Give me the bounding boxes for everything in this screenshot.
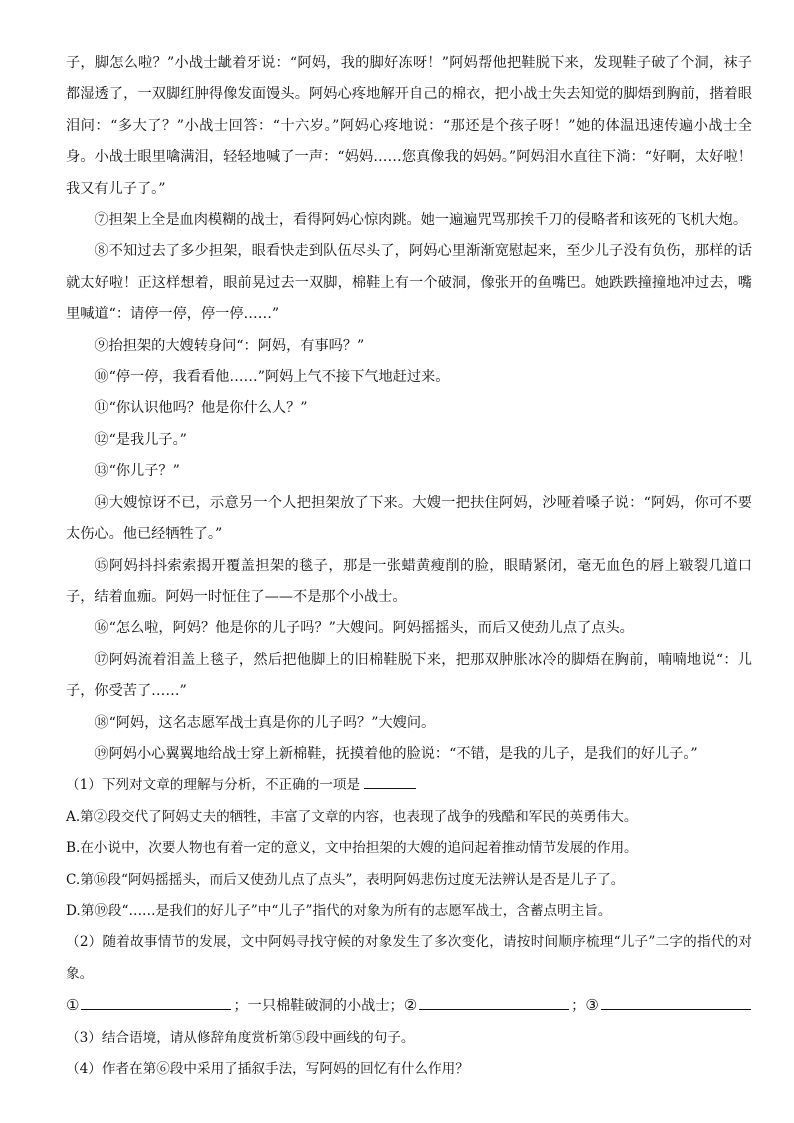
paragraph-6-continued: 子，脚怎么啦？”小战士龇着牙说：“阿妈，我的脚好冻呀！”阿妈帮他把鞋脱下来，发现鞋子破了个洞，袜子都湿透了，一双脚红肿得像发面馒头。阿妈心疼地解开自己的棉衣，把小战士失去知觉的脚焐到胸前，揩着眼泪问：“多大了？”小战士回答：“十六岁。”阿妈心疼地说：“那还是个孩子呀！”她的体温迅速传遍小战士全身。小战士眼里噙满泪，轻轻地喊了一声：“妈妈……您真像我的妈妈。”阿妈泪水直往下淌：“好啊，太好啦！我又有儿子了。” bbox=[66, 55, 752, 197]
paragraph-16: ⑯“怎么啦，阿妈？他是你的儿子吗？”大嫂问。阿妈摇摇头，而后又使劲儿点了点头。 bbox=[94, 620, 634, 637]
answer-blank-q1[interactable] bbox=[364, 787, 416, 789]
document-body bbox=[66, 48, 752, 1085]
paragraph-13: ⑬“你儿子？” bbox=[94, 463, 180, 480]
paragraph-8: ⑧不知过去了多少担架，眼看快走到队伍尽头了，阿妈心里渐渐宽慰起来，至少儿子没有负伤，那样的话就太好啦！正这样想着，眼前晃过去一双脚，棉鞋上有一个破洞，像张开的鱼嘴巴。她跌跌撞撞地冲过去，嘴里喊道“：请停一停，停一停……” bbox=[66, 243, 752, 323]
answer-blank-3[interactable] bbox=[601, 1008, 751, 1010]
paragraph-17: ⑰阿妈流着泪盖上毯子，然后把他脚上的旧棉鞋脱下来，把那双肿胀冰冷的脚焐在胸前，喃喃地说“：儿子，你受苦了……” bbox=[66, 651, 752, 700]
paragraph-15: ⑮阿妈抖抖索索揭开覆盖担架的毯子，那是一张蜡黄瘦削的脸，眼睛紧闭，毫无血色的唇上皲裂几道口子，结着血痂。阿妈一时怔住了——不是那个小战士。 bbox=[66, 557, 752, 605]
paragraph-9: ⑨抬担架的大嫂转身问“：阿妈，有事吗？” bbox=[94, 337, 365, 354]
paragraph-12: ⑫“是我儿子。” bbox=[94, 431, 187, 448]
paragraph-18: ⑱“阿妈，这名志愿军战士真是你的儿子吗？”大嫂问。 bbox=[94, 714, 436, 731]
question-1 bbox=[66, 770, 752, 801]
paragraph-7: ⑦担架上全是血肉模糊的战士，看得阿妈心惊肉跳。她一遍遍咒骂那挨千刀的侵略者和该死的飞机大炮。 bbox=[94, 212, 748, 229]
question-4: （4）作者在第⑥段中采用了插叙手法，写阿妈的回忆有什么作用？ bbox=[66, 1061, 469, 1077]
fill-number-1: ① bbox=[66, 996, 80, 1015]
fill-number-3: ③ bbox=[585, 996, 599, 1015]
paragraph-11: ⑪“你认识他吗？他是你什么人？” bbox=[94, 400, 308, 417]
option-c: C.第⑯段“阿妈摇摇头，而后又使劲儿点了点头”，表明阿妈悲伤过度无法辨认是否是儿子了。 bbox=[66, 871, 625, 888]
option-a: A.第②段交代了阿妈丈夫的牺牲，丰富了文章的内容，也表现了战争的残酷和军民的英勇伟大。 bbox=[66, 808, 638, 825]
fill-number-2: ② bbox=[403, 996, 418, 1015]
answer-blank-2[interactable] bbox=[419, 1008, 569, 1010]
option-d: D.第⑲段“……是我们的好儿子”中“儿子”指代的对象为所有的志愿军战士，含蓄点明主旨。 bbox=[66, 902, 612, 919]
paragraph-19: ⑲阿妈小心翼翼地给战士穿上新棉鞋，抚摸着他的脸说：“不错，是我的儿子，是我们的好儿子。” bbox=[94, 745, 698, 762]
question-3: （3）结合语境，请从修辞角度赏析第⑤段中画线的句子。 bbox=[66, 1029, 415, 1046]
question-2: （2）随着故事情节的发展，文中阿妈寻找守候的对象发生了多次变化，请按时间顺序梳理“儿子”二字的指代的对象。 bbox=[66, 934, 752, 982]
question-1-text: （1）下列对文章的理解与分析，不正确的一项是 bbox=[66, 777, 361, 794]
option-b: B.在小说中，次要人物也有着一定的意义，文中抬担架的大嫂的追问起着推动情节发展的作用。 bbox=[66, 840, 638, 857]
question-2-fill-row bbox=[66, 990, 752, 1022]
paragraph-10: ⑩“停一停，我看看他……”阿妈上气不接下气地赶过来。 bbox=[94, 369, 450, 386]
paragraph-14: ⑭大嫂惊讶不已，示意另一个人把担架放了下来。大嫂一把扶住阿妈，沙哑着嗓子说：“阿妈，你可不要太伤心。他已经牺牲了。” bbox=[66, 494, 752, 543]
fill-separator-2: ； bbox=[571, 998, 586, 1015]
answer-blank-1[interactable] bbox=[81, 1008, 231, 1010]
fill-separator-1: ；一只棉鞋破洞的小战士； bbox=[233, 998, 404, 1015]
